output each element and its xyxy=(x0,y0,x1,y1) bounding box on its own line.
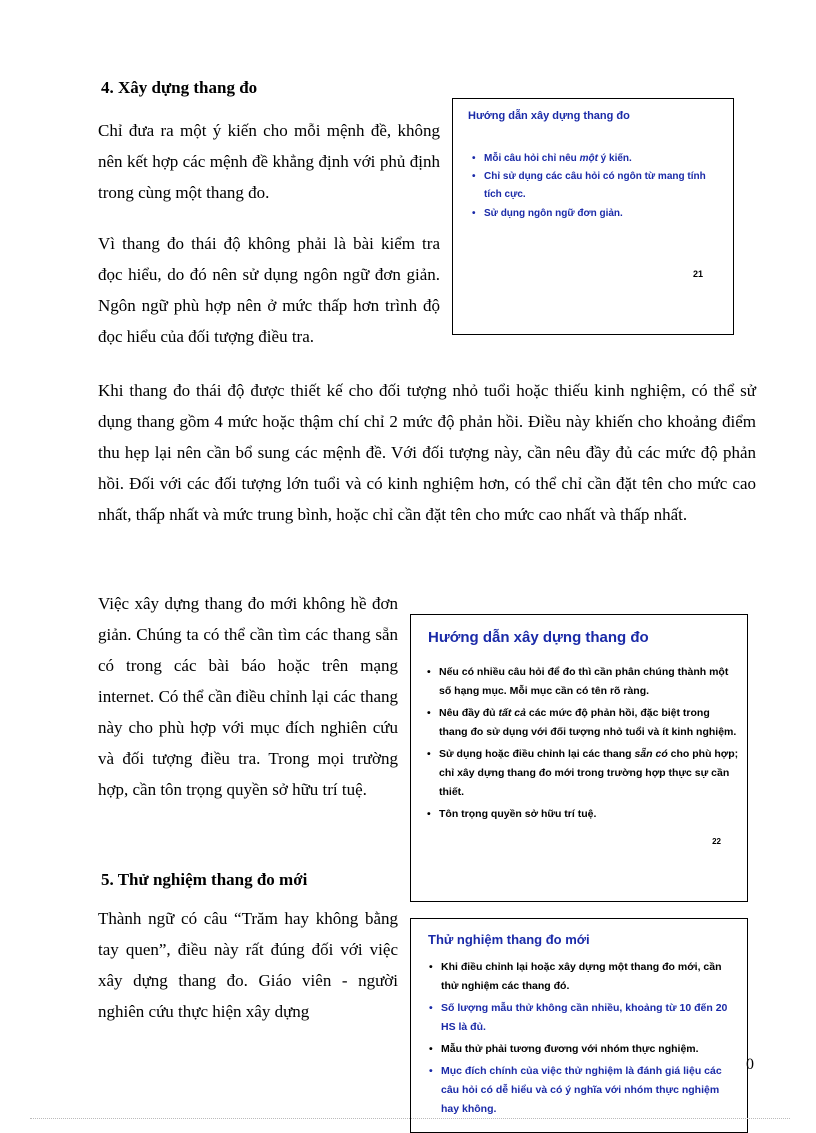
bullet-item: • Nếu có nhiều câu hỏi để đo thì cần phân chúng thành một số hạng mục. Mỗi mục cần có tên rõ ràng. xyxy=(439,663,739,701)
bullet-item: • Tôn trọng quyền sở hữu trí tuệ. xyxy=(439,805,739,824)
bullet-text: Mỗi câu hỏi chỉ nêu xyxy=(484,153,580,164)
bullet-item: • Khi điều chỉnh lại hoặc xây dựng một thang đo mới, cần thử nghiệm các thang đó. xyxy=(441,958,737,996)
bullet-text: cho phù hợp; chỉ xây dựng thang đo mới trong trường hợp thực sự cần thiết. xyxy=(439,748,739,798)
bullet-emphasis: tất cả xyxy=(498,707,526,719)
paragraph: Việc xây dựng thang đo mới không hề đơn giản. Chúng ta có thể cần tìm các thang sẵn có trong các bài báo hoặc trên mạng internet. Có thể cần điều chỉnh lại các thang này cho phù hợp với mục đích nghiên cứu và đối tượng điều tra. Trong mọi trường hợp, cần tôn trọng quyền sở hữu trí tuệ. xyxy=(98,594,398,799)
page-edge-line xyxy=(30,1118,790,1119)
slide-bullets xyxy=(439,663,739,824)
slide-title: Hướng dẫn xây dựng thang đo xyxy=(468,110,630,122)
slide-bullets xyxy=(484,149,709,223)
slide-title: Thử nghiệm thang đo mới xyxy=(428,932,590,947)
bullet-item: • Chỉ sử dụng các câu hỏi có ngôn từ mang tính tích cực. xyxy=(484,168,709,204)
section-5-heading: 5. Thử nghiệm thang đo mới xyxy=(101,870,308,889)
bullet-emphasis: sẵn có xyxy=(634,748,668,760)
bullet-item: • Mục đích chính của việc thử nghiệm là đánh giá liệu các câu hỏi có dễ hiểu và có ý nghĩa với nhóm thực nghiệm hay không. xyxy=(441,1062,737,1119)
paragraph: Chỉ đưa ra một ý kiến cho mỗi mệnh đề, không nên kết hợp các mệnh đề khẳng định với phủ định trong cùng một thang đo. xyxy=(98,121,440,202)
paragraph: Khi thang đo thái độ được thiết kế cho đối tượng nhỏ tuổi hoặc thiếu kinh nghiệm, có thể sử dụng thang gồm 4 mức hoặc thậm chí chỉ 2 mức độ phản hồi. Điều này khiến cho khoảng điểm thu hẹp lại nên cần bổ sung các mệnh đề. Với đối tượng này, cần nêu đầy đủ các mức độ phản hồi. Đối với các đối tượng lớn tuổi và có kinh nghiệm hơn, có thể chỉ cần đặt tên cho mức cao nhất, thấp nhất và mức trung bình, hoặc chỉ cần đặt tên cho mức cao nhất và thấp nhất. xyxy=(98,381,756,524)
bullet-text: Nêu đầy đủ xyxy=(439,707,499,719)
slide-title: Hướng dẫn xây dựng thang đo xyxy=(428,629,649,646)
paragraph: Vì thang đo thái độ không phải là bài kiểm tra đọc hiểu, do đó nên sử dụng ngôn ngữ đơn giản. Ngôn ngữ phù hợp nên ở mức thấp hơn trình độ đọc hiểu của đối tượng điều tra. xyxy=(98,234,440,346)
bullet-item xyxy=(439,704,739,742)
bullet-item xyxy=(484,149,709,168)
paragraph: Thành ngữ có câu “Trăm hay không bằng tay quen”, điều này rất đúng đối với việc xây dựng thang đo. Giáo viên - người nghiên cứu thực hiện xây dựng xyxy=(98,909,398,1021)
slide-box xyxy=(410,614,748,902)
slide-box xyxy=(410,918,748,1133)
bullet-item xyxy=(439,745,739,802)
section-4-heading: 4. Xây dựng thang đo xyxy=(101,78,258,97)
bullet-emphasis: một xyxy=(579,153,598,164)
slide-number: 21 xyxy=(692,269,703,279)
bullet-text: các mức độ phản hồi, đặc biệt trong thang đo sử dụng với đối tượng nhỏ tuổi và ít kinh nghiệm. xyxy=(439,707,737,738)
slide-number: 22 xyxy=(712,837,721,846)
slide-bullets xyxy=(441,958,737,1119)
slide-box xyxy=(452,98,734,335)
bullet-text: ý kiến. xyxy=(597,153,632,164)
bullet-item: • Số lượng mẫu thử không cần nhiều, khoảng từ 10 đến 20 HS là đủ. xyxy=(441,999,737,1037)
bullet-text: Sử dụng hoặc điều chỉnh lại các thang xyxy=(439,748,635,760)
page-number: 0 xyxy=(746,1056,754,1073)
bullet-item: • Mẫu thử phải tương đương với nhóm thực nghiệm. xyxy=(441,1040,737,1059)
bullet-item: • Sử dụng ngôn ngữ đơn giản. xyxy=(484,204,709,223)
